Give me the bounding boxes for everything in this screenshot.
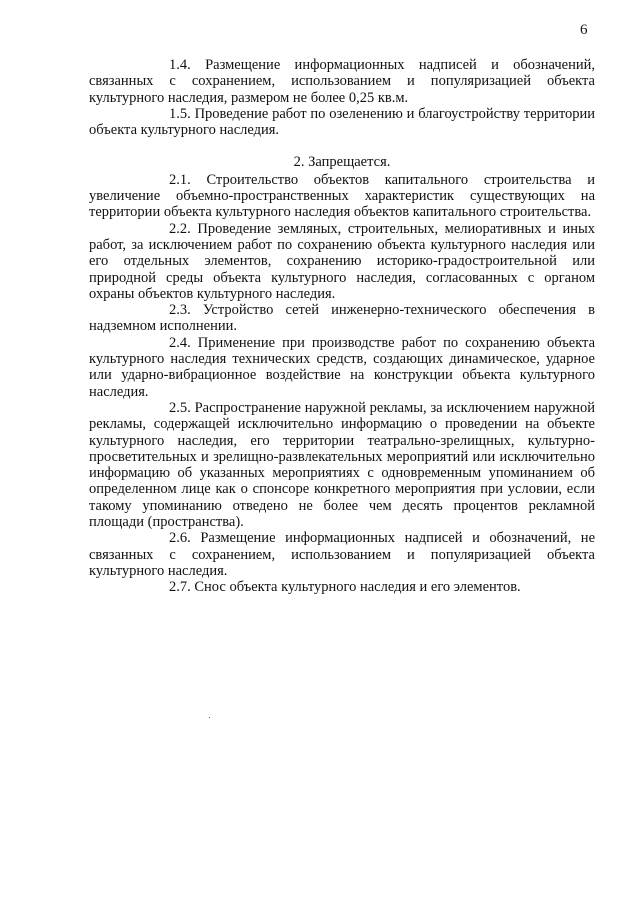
clause-2-1	[89, 172, 595, 221]
clause-number: 2.1.	[169, 171, 191, 188]
clause-text: Проведение земляных, строительных, мелиоративных и иных работ, за исключением работ по сохранению объекта культурного наследия или его отдельных элементов, сохранению историко-градостроительной или природной среды объекта культурного наследия, согласованных с органом охраны объектов культурного наследия.	[89, 220, 595, 302]
clause-text: Снос объекта культурного наследия и его элементов.	[194, 579, 521, 596]
section-heading: 2. Запрещается.	[293, 154, 391, 171]
clause-text: Размещение информационных надписей и обозначений, связанных с сохранением, использованием и популяризацией объекта культурного наследия, размером не более 0,25 кв.м.	[89, 57, 595, 106]
clause-number: 1.4.	[169, 57, 191, 73]
clause-2-5	[89, 400, 595, 530]
page-number: 6	[580, 22, 588, 38]
clause-text: Устройство сетей инженерно-технического обеспечения в надземном исполнении.	[89, 302, 595, 335]
clause-2-2	[89, 221, 595, 302]
clause-1-5	[89, 106, 595, 139]
clause-text: Строительство объектов капитального строительства и увеличение объемно-пространственных характеристик существующих на территории объекта культурного наследия объектов капитального строительства.	[89, 171, 595, 221]
clause-number: 1.5.	[169, 105, 191, 122]
clause-text: Применение при производстве работ по сохранению объекта культурного наследия технических средств, создающих динамическое, ударное или ударно-вибрационное воздействие на конструкции объекта культурного наследия.	[89, 334, 596, 400]
clause-2-3	[89, 302, 595, 335]
clause-2-6	[89, 530, 595, 579]
clause-2-7	[89, 579, 595, 595]
clause-number: 2.4.	[169, 334, 191, 351]
clause-text: Проведение работ по озеленению и благоустройству территории объекта культурного наследия.	[89, 105, 596, 139]
scan-speck	[209, 717, 210, 718]
clause-2-4	[89, 335, 595, 400]
clause-number: 2.3.	[169, 302, 191, 319]
clause-number: 2.2.	[169, 220, 191, 237]
clause-text: Размещение информационных надписей и обозначений, не связанных с сохранением, использованием и популяризацией объекта культурного наследия.	[89, 530, 596, 579]
document-body	[89, 57, 595, 596]
clause-text: Распространение наружной рекламы, за исключением наружной рекламы, содержащей исключительно информацию о проведении на объекте культурного наследия, его территории театрально-зрелищных, культурно-просветительных и зрелищно-развлекательных мероприятий или исключительно информацию об указанных мероприятиях с одновременным упоминанием об определенном лице как о спонсоре конкретного мероприятия при условии, если такому упоминанию отведено не более чем десять процентов рекламной площади (пространства).	[89, 399, 595, 531]
clause-number: 2.5.	[169, 399, 191, 416]
clause-1-4	[89, 57, 595, 106]
clause-number: 2.7.	[169, 579, 191, 596]
clause-number: 2.6.	[169, 530, 191, 547]
